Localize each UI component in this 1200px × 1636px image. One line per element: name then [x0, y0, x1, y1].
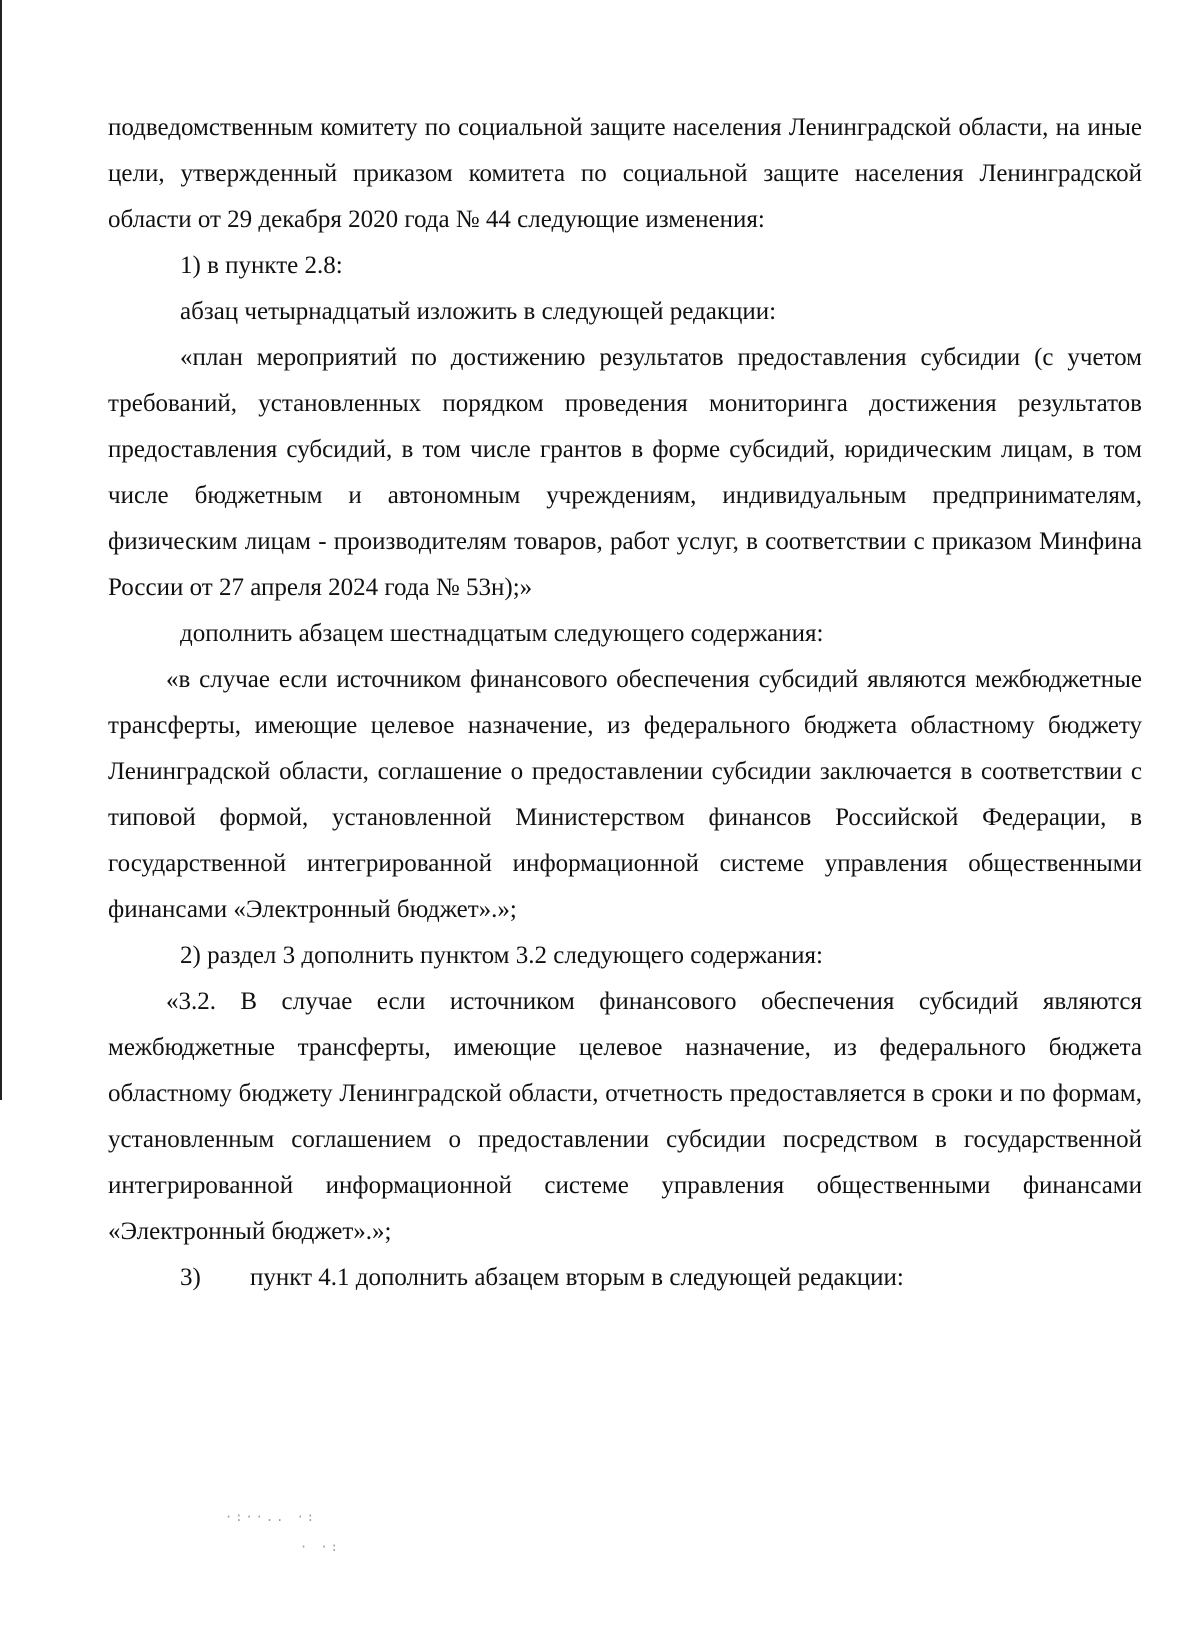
paragraph-abzac-14: абзац четырнадцатый изложить в следующей редакции:: [180, 298, 777, 325]
paragraph-intro: подведомственным комитету по социальной защите населения Ленинградской области, на иные цели, утвержденный приказом комитета по социальной защите населения Ленинградской области от 29 декабря 2020 года № 44 следующие изменения:: [108, 114, 1142, 233]
paragraph-item-1: 1) в пункте 2.8:: [180, 252, 343, 279]
scan-noise: · ·:: [300, 1540, 341, 1554]
document-page: [108, 105, 1142, 1301]
paragraph-plan-quote: «план мероприятий по достижению результатов предоставления субсидии (с учетом требований, установленных порядком проведения мониторинга достижения результатов предоставления субсидий, в том числе грантов в форме субсидий, юридическим лицам, в том числе бюджетным и автономным учреждениям, индивидуальным предпринимателям, физическим лицам - производителям товаров, работ услуг, в соответствии с приказом Минфина России от 27 апреля 2024 года № 53н);»: [108, 344, 1142, 601]
paragraph-item-3: [108, 1255, 1142, 1301]
scan-noise: ·:··.. ·:: [225, 1510, 318, 1524]
item-3-number: 3): [180, 1264, 201, 1291]
paragraph-item-2: 2) раздел 3 дополнить пунктом 3.2 следующего содержания:: [180, 942, 823, 969]
paragraph-section-3-2: «3.2. В случае если источником финансового обеспечения субсидий являются межбюджетные трансферты, имеющие целевое назначение, из федерального бюджета областному бюджету Ленинградской области, отчетность предоставляется в сроки и по формам, установленным соглашением о предоставлении субсидии посредством в государственной интегрированной информационной системе управления общественными финансами «Электронный бюджет».»;: [108, 988, 1142, 1245]
scan-edge: [0, 0, 2, 1100]
paragraph-abzac-16: дополнить абзацем шестнадцатым следующего содержания:: [180, 620, 824, 647]
paragraph-transfer-quote: «в случае если источником финансового обеспечения субсидий являются межбюджетные трансферты, имеющие целевое назначение, из федерального бюджета областному бюджету Ленинградской области, соглашение о предоставлении субсидии заключается в соответствии с типовой формой, установленной Министерством финансов Российской Федерации, в государственной интегрированной информационной системе управления общественными финансами «Электронный бюджет».»;: [108, 666, 1142, 923]
item-3-text: пункт 4.1 дополнить абзацем вторым в следующей редакции:: [250, 1264, 904, 1291]
